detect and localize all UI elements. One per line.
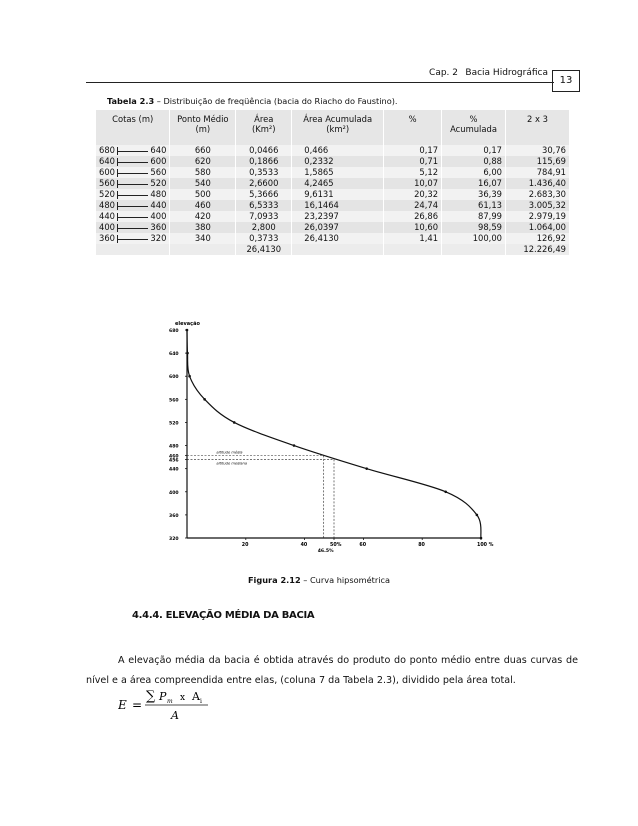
cell-percent-acumulada: 87,99	[442, 211, 506, 222]
section-label: Bacia Hidrográfica	[465, 68, 548, 78]
cell-percent: 0,17	[384, 145, 442, 156]
cell-percent-acumulada: 6,00	[442, 167, 506, 178]
cell-area: 0,0466	[236, 145, 292, 156]
y-tick-label: 600	[169, 375, 179, 381]
curve-point	[203, 398, 206, 401]
cell-percent: 26,86	[384, 211, 442, 222]
cell-ponto-medio: 380	[170, 222, 236, 233]
x-tick-label: 40	[300, 543, 308, 548]
table-row	[96, 222, 570, 233]
hypsometric-curve-figure	[165, 312, 497, 552]
y-tick-label: 460	[169, 454, 179, 460]
curve-point	[188, 375, 191, 378]
cell-ponto-medio: 660	[170, 145, 236, 156]
table-caption-label: Tabela 2.3	[107, 96, 155, 106]
table-row	[96, 167, 570, 178]
col-header-percent: %	[384, 110, 442, 145]
cell-cotas: 560 520	[96, 178, 170, 189]
cell-area: 0,1866	[236, 156, 292, 167]
distribution-table	[96, 110, 570, 255]
table-row	[96, 211, 570, 222]
cell-ponto-medio: 540	[170, 178, 236, 189]
cell-percent: 1,41	[384, 233, 442, 244]
cell-area: 2,800	[236, 222, 292, 233]
formula-a: A	[192, 690, 200, 703]
cell-area-acumulada: 26,4130	[292, 233, 384, 244]
cell-empty	[96, 244, 170, 255]
cell-product: 3.005,32	[506, 200, 570, 211]
table-row	[96, 156, 570, 167]
y-axis-title: elevação	[175, 321, 200, 327]
page-header	[86, 68, 566, 90]
cell-ponto-medio: 340	[170, 233, 236, 244]
cell-empty	[170, 244, 236, 255]
mean-elevation-formula	[118, 685, 238, 725]
curve-point	[365, 467, 368, 470]
col-header-percent-acumulada: % Acumulada	[442, 110, 506, 145]
formula-equals: =	[132, 698, 143, 712]
cell-cotas: 360 320	[96, 233, 170, 244]
cell-percent: 0,71	[384, 156, 442, 167]
table-totals-row	[96, 244, 570, 255]
table-body	[96, 145, 570, 255]
curve-point	[476, 514, 479, 517]
curve-point	[444, 490, 447, 493]
cell-ponto-medio: 620	[170, 156, 236, 167]
cell-empty	[292, 244, 384, 255]
cell-area-acumulada: 16,1464	[292, 200, 384, 211]
x-tick-label: 50%	[330, 543, 342, 548]
figure-caption-text: Curva hipsométrica	[309, 575, 391, 585]
formula-a-sub: i	[200, 698, 202, 705]
cell-area-acumulada: 0,2332	[292, 156, 384, 167]
curve-point	[293, 444, 296, 447]
cell-area: 7,0933	[236, 211, 292, 222]
cell-product: 784,91	[506, 167, 570, 178]
cell-area: 6,5333	[236, 200, 292, 211]
cell-product: 2.683,30	[506, 189, 570, 200]
cell-percent: 10,07	[384, 178, 442, 189]
y-tick-label: 680	[169, 329, 179, 334]
x-extra-label: 46,5%	[317, 549, 334, 552]
y-tick-label: 320	[169, 537, 179, 542]
x-tick-label: 20	[241, 543, 249, 548]
cell-product: 30,76	[506, 145, 570, 156]
cell-cotas: 440 400	[96, 211, 170, 222]
cell-product: 115,69	[506, 156, 570, 167]
table-header-row	[96, 110, 570, 145]
cell-percent-acumulada: 16,07	[442, 178, 506, 189]
cell-area-acumulada: 23,2397	[292, 211, 384, 222]
cell-percent-acumulada: 0,17	[442, 145, 506, 156]
formula-denominator: A	[171, 709, 179, 722]
section-heading: 4.4.4. ELEVAÇÃO MÉDIA DA BACIA	[132, 610, 315, 621]
cell-product: 126,92	[506, 233, 570, 244]
cell-percent-acumulada: 98,59	[442, 222, 506, 233]
table-row	[96, 189, 570, 200]
y-tick-label: 440	[169, 467, 179, 473]
y-tick-label: 400	[169, 490, 179, 496]
cell-ponto-medio: 580	[170, 167, 236, 178]
y-tick-label: 640	[169, 352, 179, 358]
cell-percent-acumulada: 100,00	[442, 233, 506, 244]
cell-cotas: 400 360	[96, 222, 170, 233]
x-tick-label: 100 %	[477, 543, 494, 548]
header-rule	[86, 82, 554, 83]
table-caption-dash: –	[156, 96, 161, 106]
page-number: 13	[552, 70, 580, 92]
y-tick-label: 520	[169, 421, 179, 427]
cell-percent-acumulada: 0,88	[442, 156, 506, 167]
formula-sum: ∑	[146, 689, 156, 704]
chart-axes	[175, 321, 481, 538]
cell-ponto-medio: 500	[170, 189, 236, 200]
cell-area-acumulada: 9,6131	[292, 189, 384, 200]
cell-cotas: 480 440	[96, 200, 170, 211]
formula-p-sub: m	[167, 698, 173, 705]
cell-empty	[442, 244, 506, 255]
col-header-ponto-medio: Ponto Médio (m)	[170, 110, 236, 145]
y-tick-label: 560	[169, 398, 179, 404]
chart-reference-lines	[187, 450, 334, 538]
table-row	[96, 178, 570, 189]
table-caption-text: Distribuição de freqüência (bacia do Riacho do Faustino).	[163, 96, 398, 106]
table-caption	[107, 96, 398, 106]
median-elevation-label: altitude mediana	[216, 461, 248, 466]
cell-percent-acumulada: 36,39	[442, 189, 506, 200]
body-paragraph-text: A elevação média da bacia é obtida através do produto do ponto médio entre duas curvas de nível e a área compreendida entre elas, (coluna 7 da Tabela 2.3), dividido pela área total.	[86, 655, 578, 686]
mean-elevation-label: altitude média	[216, 450, 243, 455]
curve-point	[480, 537, 483, 540]
formula-p: P	[159, 690, 167, 703]
x-tick-label: 60	[359, 543, 367, 548]
cell-percent: 24,74	[384, 200, 442, 211]
cell-ponto-medio: 460	[170, 200, 236, 211]
cell-percent-acumulada: 61,13	[442, 200, 506, 211]
table-row	[96, 200, 570, 211]
col-header-area: Área (Km²)	[236, 110, 292, 145]
cell-area-acumulada: 26,0397	[292, 222, 384, 233]
cell-product: 1.064,00	[506, 222, 570, 233]
cell-area-acumulada: 1,5865	[292, 167, 384, 178]
cell-empty	[384, 244, 442, 255]
y-tick-label: 360	[169, 513, 179, 519]
curve-point	[233, 421, 236, 424]
cell-cotas: 640 600	[96, 156, 170, 167]
chart-curve	[186, 329, 483, 540]
cell-area: 5,3666	[236, 189, 292, 200]
cell-percent: 10,60	[384, 222, 442, 233]
curve-point	[186, 352, 189, 355]
figure-caption-dash: –	[303, 575, 308, 585]
cell-ponto-medio: 420	[170, 211, 236, 222]
cell-cotas: 600 560	[96, 167, 170, 178]
curve-point	[186, 329, 189, 332]
cell-area: 0,3533	[236, 167, 292, 178]
chapter-label: Cap. 2	[429, 68, 458, 78]
formula-lhs: E	[118, 698, 127, 712]
figure-caption-label: Figura 2.12	[247, 575, 301, 585]
cell-percent: 5,12	[384, 167, 442, 178]
cell-area-acumulada: 4,2465	[292, 178, 384, 189]
cell-area: 0,3733	[236, 233, 292, 244]
col-header-cotas: Cotas (m)	[96, 110, 170, 145]
cell-cotas: 520 480	[96, 189, 170, 200]
col-header-area-acumulada: Área Acumulada (km²)	[292, 110, 384, 145]
figure-caption	[0, 575, 638, 585]
total-product: 12.226,49	[506, 244, 570, 255]
cell-product: 1.436,40	[506, 178, 570, 189]
table-row	[96, 145, 570, 156]
cell-area-acumulada: 0,466	[292, 145, 384, 156]
cell-percent: 20,32	[384, 189, 442, 200]
y-tick-label: 456	[169, 458, 179, 464]
chart-ticks	[169, 328, 494, 552]
formula-times: x	[180, 693, 186, 703]
cell-area: 2,6600	[236, 178, 292, 189]
table-row	[96, 233, 570, 244]
cell-cotas: 680 640	[96, 145, 170, 156]
col-header-product: 2 x 3	[506, 110, 570, 145]
x-tick-label: 80	[418, 543, 425, 548]
y-tick-label: 480	[169, 444, 179, 450]
cell-product: 2.979,19	[506, 211, 570, 222]
total-area: 26,4130	[236, 244, 292, 255]
